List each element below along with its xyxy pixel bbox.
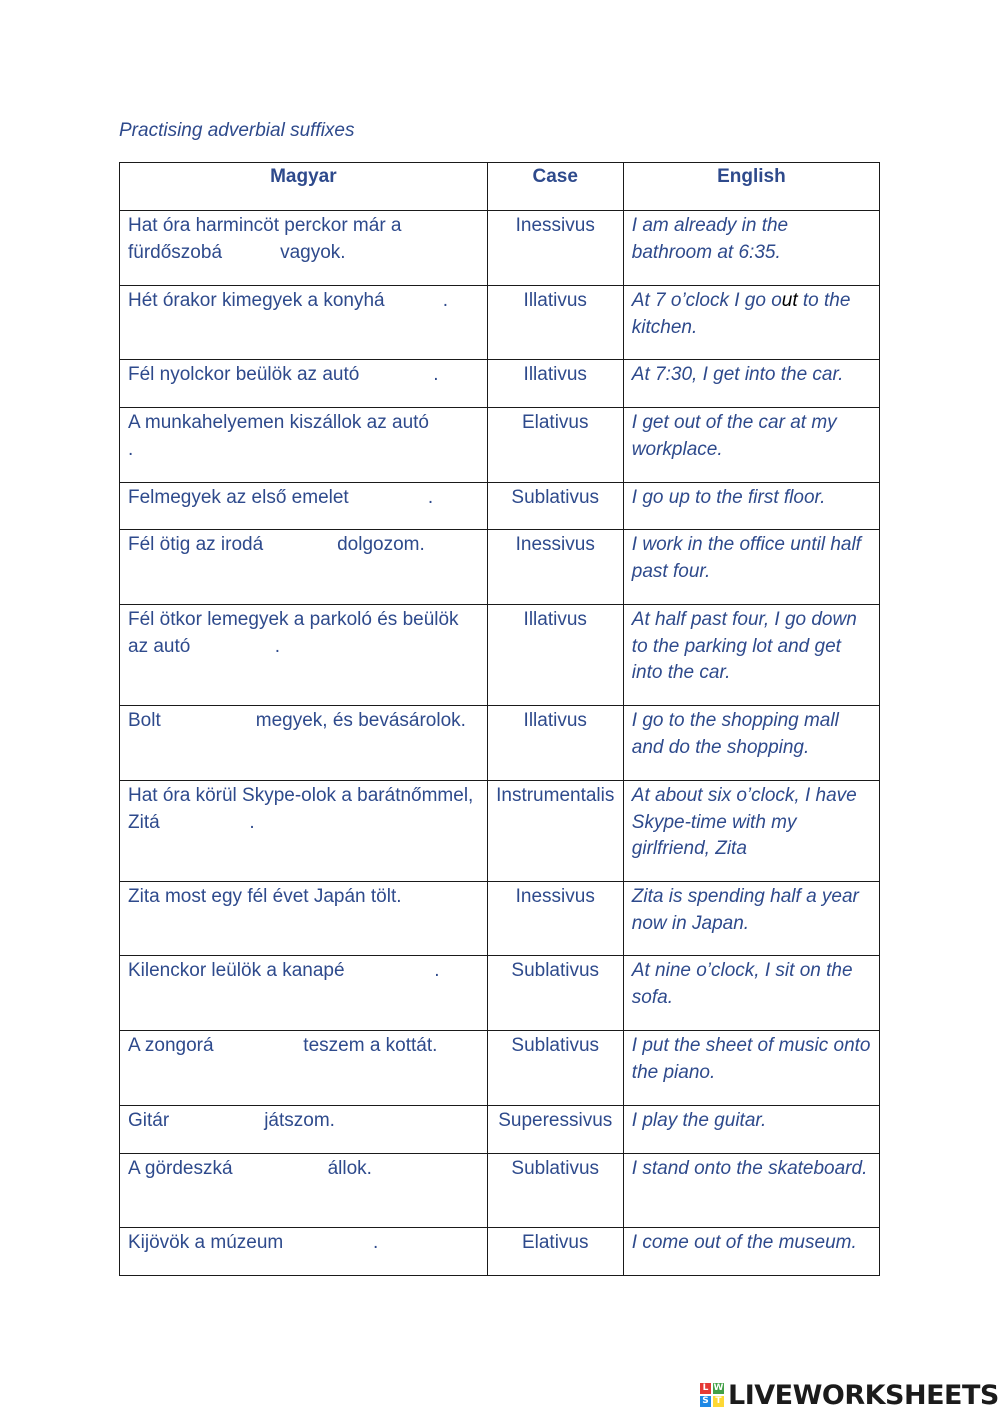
english-cell <box>623 286 879 360</box>
header-magyar: Magyar <box>120 163 488 211</box>
english-cell: I work in the office until half past four. <box>623 530 879 605</box>
english-cell: At about six o’clock, I have Skype-time with my girlfriend, Zita <box>623 781 879 882</box>
magyar-cell[interactable]: Bolt megyek, és bevásárolok. <box>120 706 488 781</box>
case-cell: Illativus <box>487 360 623 408</box>
english-text-rest: to the kitchen. <box>631 290 851 338</box>
header-case: Case <box>487 163 623 211</box>
case-cell: Inessivus <box>487 530 623 605</box>
english-cell: Zita is spending half a year now in Japan. <box>623 882 879 956</box>
case-cell: Instrumentalis <box>487 781 623 882</box>
english-cell: At 7:30, I get into the car. <box>623 360 879 408</box>
magyar-cell[interactable]: Zita most egy fél évet Japán tölt. <box>120 882 488 956</box>
case-cell: Illativus <box>487 706 623 781</box>
english-cell: At nine o’clock, I sit on the sofa. <box>623 956 879 1031</box>
table-row <box>120 483 880 530</box>
logo-mark-letter: T <box>713 1396 724 1407</box>
english-cell: I am already in the bathroom at 6:35. <box>623 211 879 286</box>
english-cell: I play the guitar. <box>623 1106 879 1154</box>
magyar-cell[interactable]: A zongorá teszem a kottát. <box>120 1031 488 1106</box>
table-row <box>120 1031 880 1106</box>
magyar-cell[interactable]: Fél ötkor lemegyek a parkoló és beülök az autó . <box>120 605 488 706</box>
english-cell: At half past four, I go down to the parking lot and get into the car. <box>623 605 879 706</box>
english-cell: I come out of the museum. <box>623 1228 879 1276</box>
worksheet-title: Practising adverbial suffixes <box>119 120 355 141</box>
table-row <box>120 408 880 483</box>
case-cell: Inessivus <box>487 882 623 956</box>
table-row <box>120 605 880 706</box>
magyar-cell[interactable]: Hat óra harmincöt perckor már a fürdőszobá vagyok. <box>120 211 488 286</box>
logo-mark-letter: L <box>700 1383 711 1394</box>
table-row <box>120 706 880 781</box>
logo-mark-letter: S <box>700 1396 711 1407</box>
magyar-cell[interactable]: Felmegyek az első emelet . <box>120 483 488 530</box>
table-row <box>120 781 880 882</box>
table-row <box>120 211 880 286</box>
logo-text: LIVEWORKSHEETS <box>728 1379 999 1411</box>
magyar-cell[interactable]: A munkahelyemen kiszállok az autó . <box>120 408 488 483</box>
case-cell: Illativus <box>487 605 623 706</box>
case-cell: Sublativus <box>487 1154 623 1228</box>
logo-mark-letter: W <box>713 1383 724 1393</box>
english-cell: I get out of the car at my workplace. <box>623 408 879 483</box>
case-cell: Illativus <box>487 286 623 360</box>
english-cell: I go to the shopping mall and do the shopping. <box>623 706 879 781</box>
magyar-cell[interactable]: Kilenckor leülök a kanapé . <box>120 956 488 1031</box>
header-english: English <box>623 163 879 211</box>
table-row <box>120 882 880 956</box>
case-cell: Sublativus <box>487 956 623 1031</box>
english-cell: I put the sheet of music onto the piano. <box>623 1031 879 1106</box>
english-text-dark: ut <box>781 290 798 311</box>
table-row <box>120 286 880 360</box>
table-row <box>120 1106 880 1154</box>
magyar-cell[interactable]: A gördeszká állok. <box>120 1154 488 1228</box>
magyar-cell[interactable]: Gitár játszom. <box>120 1106 488 1154</box>
liveworksheets-logo <box>700 1378 999 1412</box>
table-row <box>120 1154 880 1228</box>
case-cell: Inessivus <box>487 211 623 286</box>
english-cell: I go up to the first floor. <box>623 483 879 530</box>
table-row <box>120 1228 880 1276</box>
magyar-cell[interactable]: Fél nyolckor beülök az autó . <box>120 360 488 408</box>
table-header-row <box>120 163 880 211</box>
logo-mark-icon <box>700 1383 724 1407</box>
case-cell: Elativus <box>487 1228 623 1276</box>
english-cell: I stand onto the skateboard. <box>623 1154 879 1228</box>
table-row <box>120 530 880 605</box>
table-row <box>120 360 880 408</box>
magyar-cell[interactable]: Kijövök a múzeum . <box>120 1228 488 1276</box>
case-cell: Sublativus <box>487 483 623 530</box>
magyar-cell[interactable]: Hat óra körül Skype-olok a barátnőmmel, Zitá . <box>120 781 488 882</box>
case-cell: Elativus <box>487 408 623 483</box>
english-text: At 7 o’clock I go o <box>631 290 782 311</box>
magyar-cell[interactable]: Hét órakor kimegyek a konyhá . <box>120 286 488 360</box>
suffix-table <box>119 162 880 1276</box>
magyar-cell[interactable]: Fél ötig az irodá dolgozom. <box>120 530 488 605</box>
case-cell: Superessivus <box>487 1106 623 1154</box>
table-row <box>120 956 880 1031</box>
case-cell: Sublativus <box>487 1031 623 1106</box>
